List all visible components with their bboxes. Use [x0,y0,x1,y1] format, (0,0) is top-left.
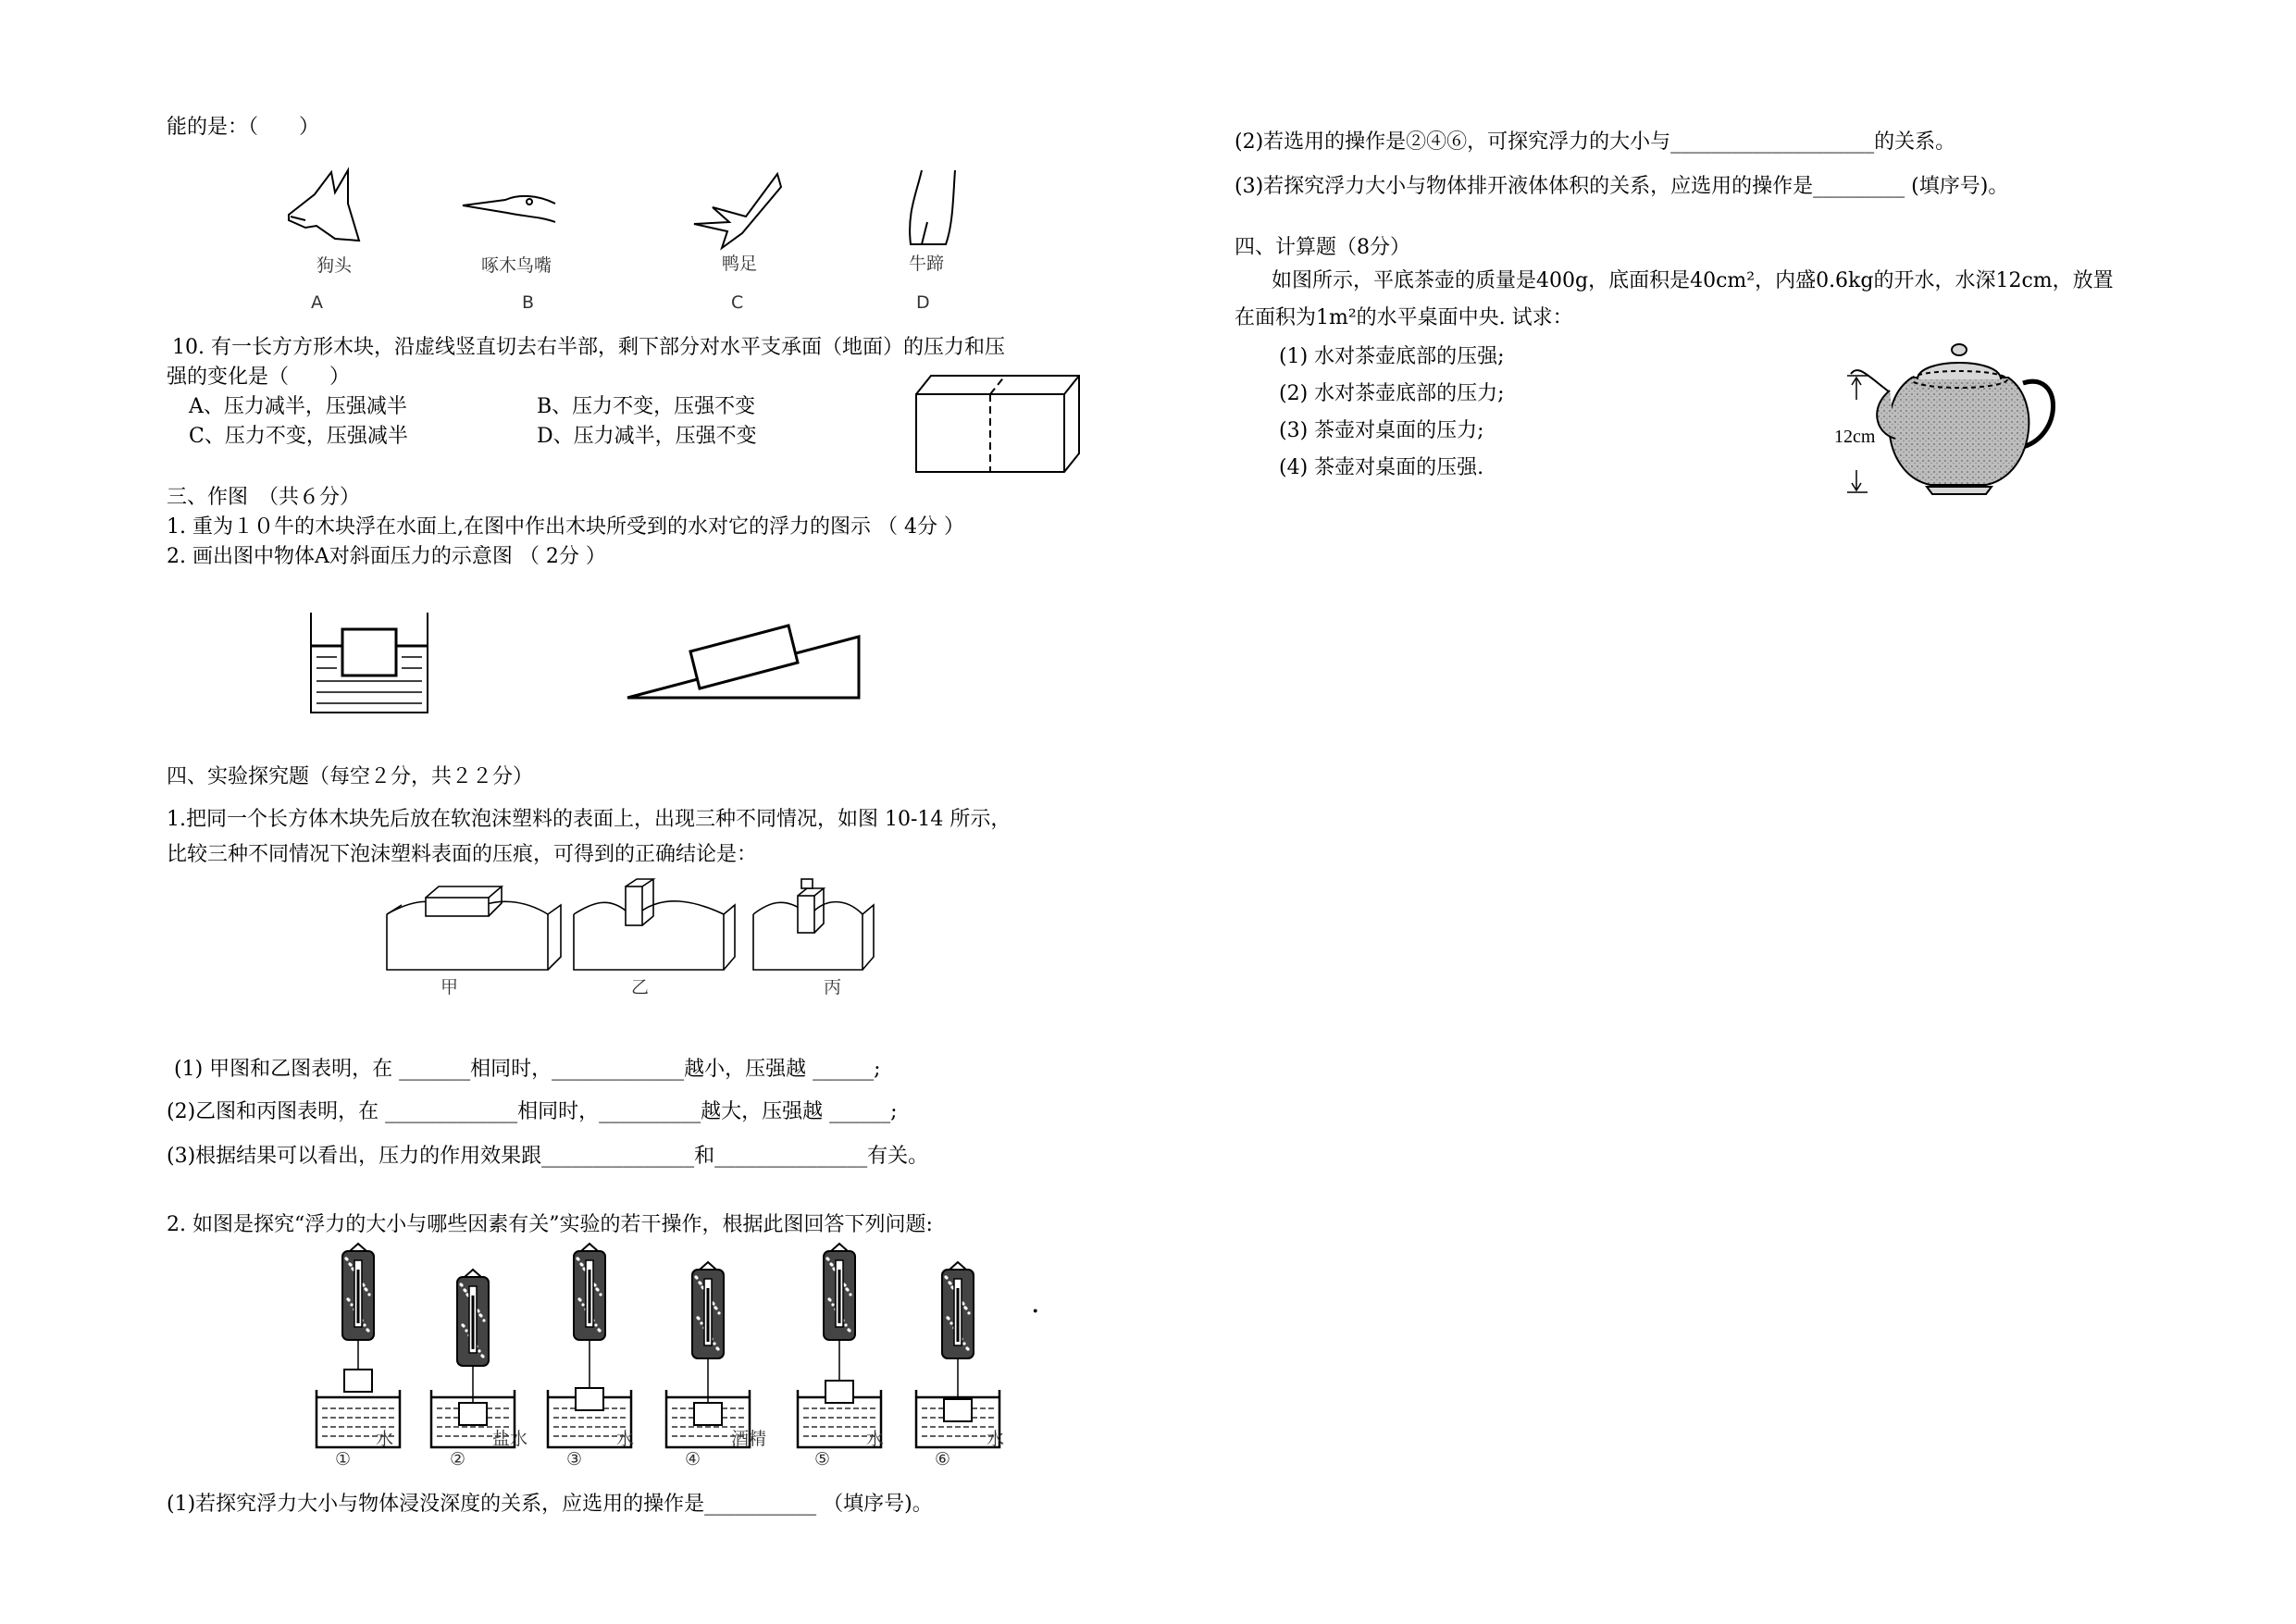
duck-foot-icon [694,174,781,248]
foam-figure-jia [387,886,561,970]
calc-item-1: (1) 水对茶壶底部的压强; [1279,345,1505,368]
foam-label-bing: 丙 [824,977,842,998]
section4-q1-line2: 比较三种不同情况下泡沫塑料表面的压痕，可得到的正确结论是： [167,843,758,866]
experiment-question-2: (2)若选用的操作是②④⑥，可探究浮力的大小与____________________的关系。 [1235,130,1956,154]
beaker-num-4: ④ [685,1449,701,1469]
foam-figures [385,877,885,979]
foam-label-jia: 甲 [441,977,459,998]
buoyancy-experiment-figure [296,1251,1036,1473]
animal-label-c: 鸭足 [722,254,758,274]
floating-block-figure [309,611,429,714]
animal-label-b: 啄木鸟嘴 [481,255,552,276]
animal-figures [278,167,1009,268]
wood-block-figure [914,374,1081,476]
beaker-num-6: ⑥ [935,1449,951,1469]
beaker-num-1: ① [335,1449,352,1469]
liquid-label-4: 酒精 [731,1429,767,1449]
foam-label-yi: 乙 [631,977,650,998]
stray-dot: · [1031,1295,1040,1328]
section4-title: 四、实验探究题（每空２分，共２２分） [167,765,534,788]
foam-figure-yi [574,879,735,970]
incline-block-figure [626,609,863,701]
woodpecker-beak-icon [463,196,555,222]
calc-stem-line1: 如图所示，平底茶壶的质量是400g，底面积是40cm²，内盛0.6kg的开水，水深12cm，放置 [1272,269,2114,292]
beaker-setup-4 [666,1262,750,1447]
beaker-setup-3 [548,1244,631,1447]
beaker-num-5: ⑤ [814,1449,831,1469]
beaker-setup-6 [916,1262,999,1447]
teapot-figure [1838,337,2069,496]
foam-figure-bing [753,879,874,970]
q10-stem-line2: 强的变化是（ ） [167,366,351,389]
section4-q1-line1: 1.把同一个长方体木块先后放在软泡沫塑料的表面上，出现三种不同情况，如图 10-14 所示， [167,808,1011,831]
liquid-label-1: 水 [376,1429,394,1449]
blank-line-2: (2)乙图和丙图表明，在 _____________相同时，__________越大，压强越 ______; [167,1100,898,1123]
experiment-question-1: (1)若探究浮力大小与物体浸没深度的关系，应选用的操作是___________ （填序号)。 [167,1493,933,1516]
q10-option-c: C、压力不变，压强减半 [189,425,408,448]
calc-item-3: (3) 茶壶对桌面的压力; [1279,419,1484,442]
liquid-label-3: 水 [616,1429,635,1449]
liquid-label-5: 水 [866,1429,885,1449]
q10-stem-line1: 10. 有一长方方形木块，沿虚线竖直切去右半部，剩下部分对水平支承面（地面）的压力和压 [172,336,1005,359]
blank-line-3: (3)根据结果可以看出，压力的作用效果跟_______________和_______________有关。 [167,1145,929,1168]
option-letter-b: B [522,292,535,313]
dog-head-icon [289,170,359,241]
calc-stem-line2: 在面积为1m²的水平桌面中央. 试求： [1235,306,1573,329]
calc-item-2: (2) 水对茶壶底部的压力; [1279,382,1505,405]
blank-line-1: (1) 甲图和乙图表明，在 _______相同时，_____________越小，压强越 ______; [174,1058,881,1081]
q9-tail: 能的是：（ ） [167,116,320,139]
option-letter-a: A [311,292,323,313]
calc-section-title: 四、计算题（8分） [1235,236,1410,259]
q10-option-a: A、压力减半，压强减半 [189,395,407,418]
section3-q2: 2. 画出图中物体A对斜面压力的示意图 （ 2分 ） [167,545,606,568]
section4-q2: 2. 如图是探究“浮力的大小与哪些因素有关”实验的若干操作，根据此图回答下列问题: [167,1213,933,1236]
experiment-question-3: (3)若探究浮力大小与物体排开液体体积的关系，应选用的操作是_________ (填序号)。 [1235,175,2009,198]
beaker-num-3: ③ [566,1449,583,1469]
animal-label-d: 牛蹄 [909,254,945,274]
q10-option-b: B、压力不变，压强不变 [537,395,756,418]
option-letter-c: C [731,292,744,313]
liquid-label-6: 水 [987,1429,1005,1449]
section3-q1: 1. 重为１０牛的木块浮在水面上,在图中作出木块所受到的水对它的浮力的图示 （ 4分 ） [167,515,964,539]
section3-title: 三、作图 （共６分） [167,486,361,509]
calc-item-4: (4) 茶壶对桌面的压强. [1279,456,1484,479]
liquid-label-2: 盐水 [492,1429,528,1449]
beaker-setup-1 [316,1244,400,1447]
cow-hoof-icon [910,170,955,244]
teapot-depth-label: 12cm [1834,427,1876,447]
animal-label-a: 狗头 [316,255,353,276]
q10-option-d: D、压力减半，压强不变 [537,425,757,448]
beaker-num-2: ② [450,1449,466,1469]
option-letter-d: D [916,292,930,313]
beaker-setup-5 [798,1244,881,1447]
beaker-setup-2 [431,1270,515,1447]
